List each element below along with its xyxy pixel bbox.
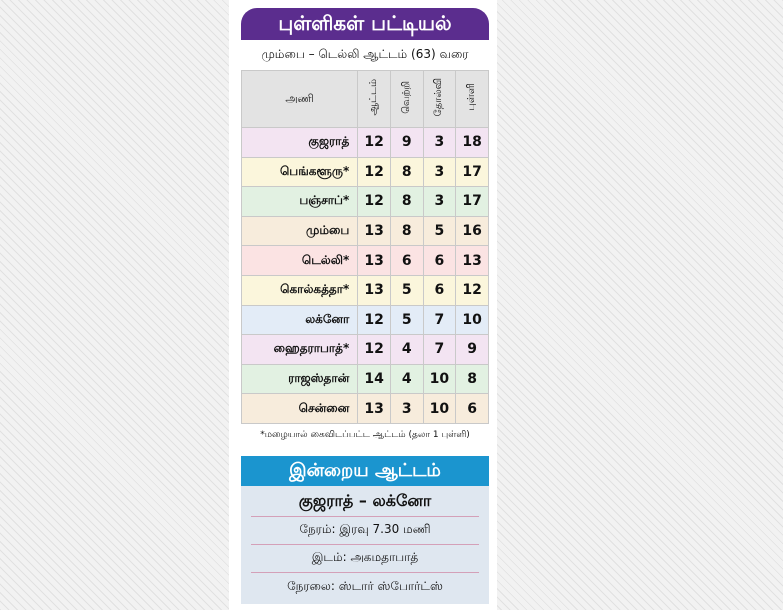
team-cell: குஜராத் [242, 128, 358, 158]
table-row [242, 364, 489, 394]
played-cell: 13 [358, 246, 391, 276]
points-cell: 8 [456, 364, 489, 394]
points-cell: 17 [456, 157, 489, 187]
won-cell: 4 [390, 335, 423, 365]
points-cell: 12 [456, 275, 489, 305]
today-match: குஜராத் – லக்னோ [251, 486, 479, 517]
played-cell: 12 [358, 305, 391, 335]
today-venue: இடம்: அகமதாபாத் [251, 544, 479, 573]
points-cell: 18 [456, 128, 489, 158]
lost-cell: 7 [423, 305, 456, 335]
won-cell: 5 [390, 275, 423, 305]
lost-cell: 10 [423, 394, 456, 424]
team-cell: கொல்கத்தா* [242, 275, 358, 305]
team-cell: ராஜஸ்தான் [242, 364, 358, 394]
played-cell: 13 [358, 394, 391, 424]
table-body [242, 128, 489, 424]
played-cell: 13 [358, 216, 391, 246]
team-cell: லக்னோ [242, 305, 358, 335]
team-cell: மும்பை [242, 216, 358, 246]
won-cell: 8 [390, 157, 423, 187]
header-team: அணி [242, 71, 358, 128]
points-cell: 16 [456, 216, 489, 246]
team-cell: டெல்லி* [242, 246, 358, 276]
today-heading: இன்றைய ஆட்டம் [241, 456, 489, 486]
header-won: வெற்றி [390, 71, 423, 128]
lost-cell: 3 [423, 157, 456, 187]
today-time: நேரம்: இரவு 7.30 மணி [251, 516, 479, 545]
played-cell: 12 [358, 187, 391, 217]
played-cell: 12 [358, 335, 391, 365]
played-cell: 13 [358, 275, 391, 305]
played-cell: 12 [358, 157, 391, 187]
won-cell: 8 [390, 187, 423, 217]
team-cell: பெங்களூரு* [242, 157, 358, 187]
won-cell: 5 [390, 305, 423, 335]
footnote: *மழையால் கைவிடப்பட்ட ஆட்டம் (தலா 1 புள்ளி) [260, 430, 470, 440]
team-cell: சென்னை [242, 394, 358, 424]
subtitle: மும்பை – டெல்லி ஆட்டம் (63) வரை [261, 47, 469, 61]
points-table [241, 70, 489, 424]
table-row [242, 216, 489, 246]
won-cell: 9 [390, 128, 423, 158]
table-row [242, 157, 489, 187]
today-match-box [241, 486, 489, 604]
team-cell: ஹைதராபாத்* [242, 335, 358, 365]
lost-cell: 10 [423, 364, 456, 394]
lost-cell: 7 [423, 335, 456, 365]
lost-cell: 5 [423, 216, 456, 246]
page-title: புள்ளிகள் பட்டியல் [241, 8, 489, 40]
points-cell: 10 [456, 305, 489, 335]
lost-cell: 6 [423, 246, 456, 276]
table-row [242, 187, 489, 217]
table-row [242, 246, 489, 276]
points-cell: 9 [456, 335, 489, 365]
table-header-row [242, 71, 489, 128]
lost-cell: 3 [423, 187, 456, 217]
header-lost: தோல்வி [423, 71, 456, 128]
won-cell: 3 [390, 394, 423, 424]
header-points: புள்ளி [456, 71, 489, 128]
table-row [242, 128, 489, 158]
points-cell: 6 [456, 394, 489, 424]
team-cell: பஞ்சாப்* [242, 187, 358, 217]
lost-cell: 3 [423, 128, 456, 158]
played-cell: 14 [358, 364, 391, 394]
header-played: ஆட்டம் [358, 71, 391, 128]
table-row [242, 394, 489, 424]
points-table-card [229, 0, 497, 610]
won-cell: 4 [390, 364, 423, 394]
table-row [242, 275, 489, 305]
lost-cell: 6 [423, 275, 456, 305]
points-cell: 13 [456, 246, 489, 276]
won-cell: 6 [390, 246, 423, 276]
won-cell: 8 [390, 216, 423, 246]
points-cell: 17 [456, 187, 489, 217]
table-row [242, 335, 489, 365]
table-row [242, 305, 489, 335]
today-broadcast: நேரலை: ஸ்டார் ஸ்போர்ட்ஸ் [287, 579, 443, 593]
played-cell: 12 [358, 128, 391, 158]
